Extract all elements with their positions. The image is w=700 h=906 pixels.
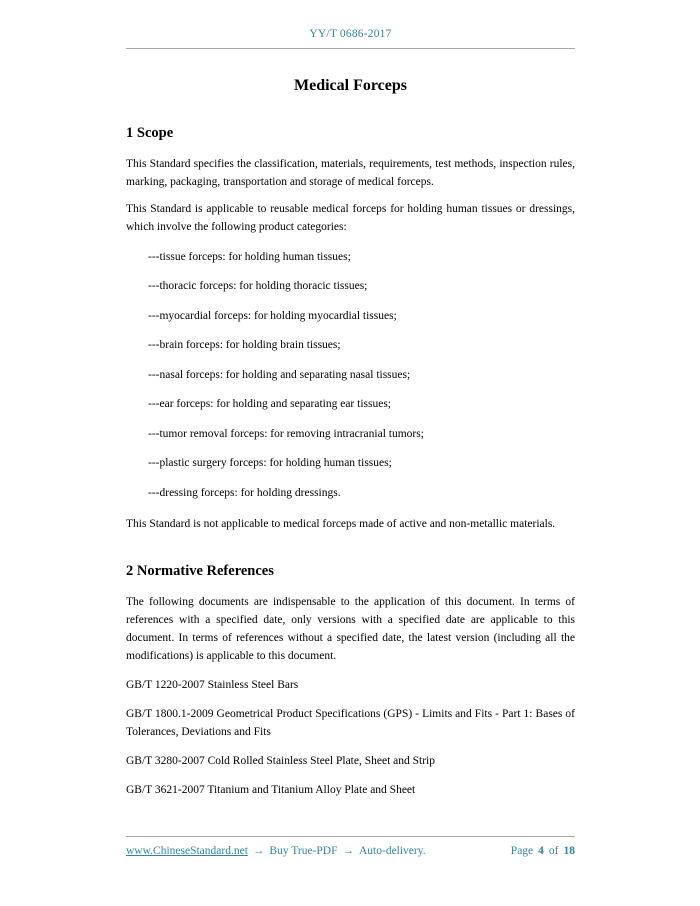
page-label: Page [510, 845, 534, 857]
page-footer [126, 836, 575, 857]
paragraph-scope-3: This Standard is not applicable to medical forceps made of active and non-metallic materials. [126, 517, 556, 530]
header-divider [126, 48, 575, 49]
list-item-nasal: ---nasal forceps: for holding and separating nasal tissues; [148, 368, 411, 381]
arrow-icon: → [252, 845, 265, 857]
paragraph-normative-1: The following documents are indispensable to the application of this document. In terms of references with a specified date, only versions with a specified date are applicable to this document. In terms of references without a specified date, the latest version (including all the modifications) is applicable to this document. [126, 595, 575, 662]
footer-row [126, 845, 575, 857]
list-item-ear: ---ear forceps: for holding and separating ear tissues; [148, 398, 392, 410]
list-item-thoracic: ---thoracic forceps: for holding thoracic tissues; [148, 280, 368, 292]
reference-item-gbt1220: GB/T 1220-2007 Stainless Steel Bars [126, 678, 299, 691]
reference-item-gbt3280: GB/T 3280-2007 Cold Rolled Stainless Steel Plate, Sheet and Strip [126, 754, 435, 767]
page-total: 18 [563, 845, 575, 857]
doc-code: YY/T 0686-2017 [309, 28, 392, 40]
footer-source-line [126, 845, 426, 857]
footer-buy-label: Buy True-PDF [269, 845, 338, 857]
section-heading-scope: 1 Scope [126, 125, 174, 141]
page-number: 4 [538, 845, 544, 857]
footer-delivery-label: Auto-delivery. [358, 845, 426, 857]
list-item-plastic: ---plastic surgery forceps: for holding human tissues; [148, 457, 392, 469]
page-indicator [511, 845, 575, 857]
section-heading-normative: 2 Normative References [126, 562, 274, 579]
list-item-brain: ---brain forceps: for holding brain tissues; [148, 339, 341, 351]
list-item-tissue: ---tissue forceps: for holding human tissues; [148, 250, 351, 263]
footer-link[interactable]: www.ChineseStandard.net [126, 845, 248, 857]
arrow-icon: → [342, 845, 354, 857]
list-item-myocardial: ---myocardial forceps: for holding myocardial tissues; [148, 309, 397, 322]
footer-divider [126, 836, 575, 837]
page-of-label: of [548, 845, 559, 857]
paragraph-scope-2: This Standard is applicable to reusable medical forceps for holding human tissues or dressings, which involve the following product categories: [126, 203, 575, 233]
reference-item-gbt3621: GB/T 3621-2007 Titanium and Titanium Alloy Plate and Sheet [126, 783, 416, 796]
list-item-tumor: ---tumor removal forceps: for removing intracranial tumors; [148, 427, 424, 440]
list-item-dressing: ---dressing forceps: for holding dressings. [148, 486, 341, 499]
document-title: Medical Forceps [293, 77, 407, 94]
paragraph-scope-1: This Standard specifies the classification, materials, requirements, test methods, inspection rules, marking, packaging, transportation and storage of medical forceps. [126, 158, 575, 188]
reference-item-gbt1800: GB/T 1800.1-2009 Geometrical Product Specifications (GPS) - Limits and Fits - Part 1: Bases of Tolerances, Deviations and Fits [126, 707, 575, 738]
